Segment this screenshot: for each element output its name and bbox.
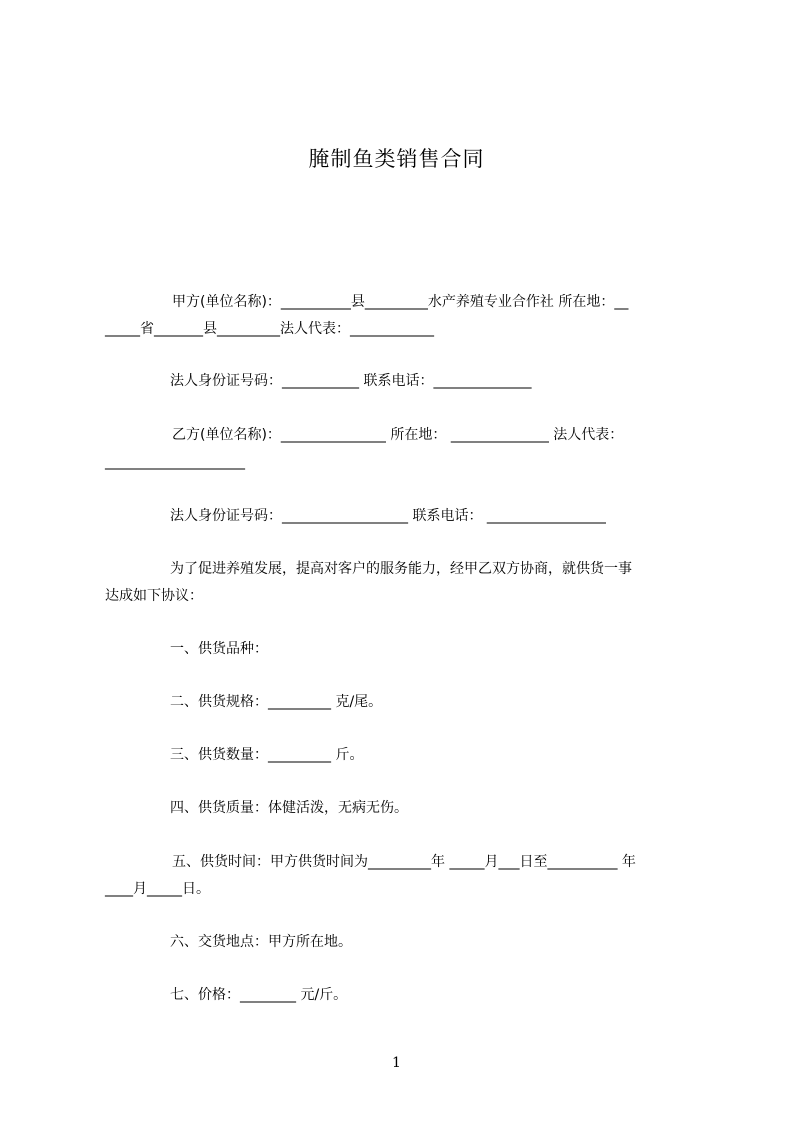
intro-line-2: 达成如下协议： [105,588,203,604]
clause-3: 三、供货数量：_________ 斤。 [170,747,364,763]
party-b-line-2: ____________________ [105,454,245,470]
party-a-id-line: 法人身份证号码：___________ 联系电话：______________ [170,373,532,389]
party-b-line-1: 乙方(单位名称)：_______________ 所在地： ______________ 法人代表： [172,427,624,443]
clause-1: 一、供货品种： [170,641,268,657]
intro-line-1: 为了促进养殖发展，提高对客户的服务能力，经甲乙双方协商，就供货一事 [170,561,632,577]
party-a-line-1: 甲方(单位名称)：__________县_________水产养殖专业合作社 所在地：__ [172,294,629,310]
document-title: 腌制鱼类销售合同 [308,147,485,171]
party-b-id-line: 法人身份证号码：__________________ 联系电话： _________________ [170,508,606,524]
clause-2: 二、供货规格：_________ 克/尾。 [170,694,383,710]
party-a-line-2: _____省_______县_________法人代表：____________ [105,321,434,337]
clause-6: 六、交货地点：甲方所在地。 [170,934,352,950]
page-number: 1 [392,1055,401,1071]
clause-5-line-1: 五、供货时间：甲方供货时间为_________年 _____月___日至__________ 年 [172,854,636,870]
clause-7: 七、价格：________ 元/斤。 [170,987,348,1003]
clause-5-line-2: ____月_____日。 [105,881,210,897]
clause-4: 四、供货质量：体健活泼，无病无伤。 [170,800,408,816]
